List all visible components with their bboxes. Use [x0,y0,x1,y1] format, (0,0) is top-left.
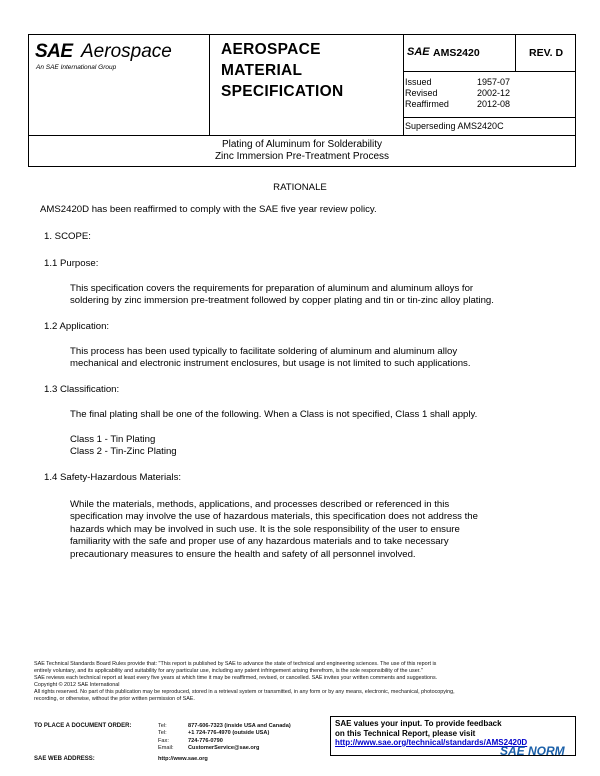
tel-label: Tel: [158,730,167,737]
fax-label: Fax: [158,737,169,744]
safety-text [70,499,478,561]
email-link[interactable]: CustomerService@sae.org [188,745,260,752]
safety-text-line-1: While the materials, methods, applications, and processes described or referenced in this [70,499,450,510]
legal-line-1: SAE Technical Standards Board Rules provide that: "This report is published by SAE to advance the state of technical and engineering sciences. The use of this report is [34,661,437,667]
header-table [28,34,576,136]
reaffirmed-label: Reaffirmed [405,99,449,109]
purpose-text-line-1: This specification covers the requirements for preparation of aluminum and aluminum alloys for [70,283,474,294]
application-heading: 1.2 Application: [44,321,110,332]
feedback-line-2: on this Technical Report, please visit [335,728,476,738]
title-line-3: SPECIFICATION [221,83,344,100]
document-title-box [28,135,576,167]
classification-heading: 1.3 Classification: [44,384,120,395]
application-text-line-2: mechanical and electronic instrument enclosures, but usage is not limited to such applications. [70,358,471,370]
safety-text-line-2: specification may involve the use of hazardous materials, this specification does not address the [70,511,478,523]
rights-line-2: recording, or otherwise, without the prior written permission of SAE. [34,696,195,702]
revised-label: Revised [405,88,438,98]
legal-line-2: entirely voluntary, and its applicability and suitability for any particular use, including any patent infringement arising therefrom, is the sole responsibility of the user." [34,668,423,674]
class-list [70,434,177,459]
issued-row [405,77,510,88]
revision-label: REV. D [529,47,564,59]
purpose-text-line-2: soldering by zinc immersion pre-treatment followed by copper plating and tin or tin-zinc alloy plating. [70,295,494,307]
web-link[interactable]: http://www.sae.org [158,756,208,762]
doc-number-box [403,35,516,71]
tel-label: Tel: [158,723,167,729]
revised-row [405,88,510,99]
rationale-text: AMS2420D has been reaffirmed to comply with the SAE five year review policy. [40,204,377,215]
date-list [405,77,510,110]
tel-value: +1 724-776-4970 (outside USA) [188,730,270,737]
issued-label: Issued [405,77,432,87]
rationale-heading: RATIONALE [273,182,327,193]
divider [403,117,575,118]
purpose-text [70,283,494,308]
tel-value: 877-606-7323 (inside USA and Canada) [188,723,291,729]
document-info-cell [403,35,575,135]
doc-number: AMS2420 [433,47,480,59]
contact-list [158,723,291,753]
logo-subtitle: An SAE International Group [36,64,117,71]
title-line-2: MATERIAL [221,62,303,79]
document-title-line-2: Zinc Immersion Pre-Treatment Process [214,151,390,162]
class-2: Class 2 - Tin-Zinc Plating [70,446,177,458]
issued-value: 1957-07 [477,77,511,87]
classification-text: The final plating shall be one of the following. When a Class is not specified, Class 1 shall apply. [70,409,478,420]
title-line-1: AEROSPACE [221,41,321,58]
document-type-title [221,39,343,102]
order-label: TO PLACE A DOCUMENT ORDER: [34,723,132,729]
reaffirmed-row [405,99,510,110]
legal-notice [34,661,580,703]
application-text [70,346,471,371]
contact-tel-us [158,723,291,730]
feedback-link[interactable]: http://www.sae.org/technical/standards/AMS2420D [335,738,528,747]
safety-text-line-3: hazards which may be involved in such use. It is the sole responsibility of the user to ensure [70,523,460,535]
application-text-line-1: This process has been used typically to facilitate soldering of aluminum and aluminum alloy [70,346,458,357]
email-label: Email: [158,745,174,752]
document-title-line-1: Plating of Aluminum for Solderability [221,139,383,150]
rights-line-1: All rights reserved. No part of this publication may be reproduced, stored in a retrieval system or transmitted, in any form or by any means, electronic, mechanical, photocopying, [34,689,455,695]
superseding-text: Superseding AMS2420C [405,121,504,131]
doc-number-row [403,35,575,72]
safety-heading: 1.4 Safety-Hazardous Materials: [44,472,182,483]
scope-heading: 1. SCOPE: [44,231,91,242]
copyright-line: Copyright © 2012 SAE International [34,682,120,688]
sae-logo: SAE [35,41,73,62]
web-label: SAE WEB ADDRESS: [34,756,95,762]
reaffirmed-value: 2012-08 [477,99,511,109]
fax-value: 724-776-0790 [188,737,223,744]
contact-fax [158,738,291,745]
safety-text-line-4: familiarity with the safe and proper use of any hazardous materials and to take necessary [70,536,449,548]
safety-text-line-5: precautionary measures to ensure the health and safety of all personnel involved. [70,548,416,560]
purpose-heading: 1.1 Purpose: [44,258,99,269]
class-1: Class 1 - Tin Plating [70,434,156,445]
aerospace-logo-text: Aerospace [81,41,172,62]
title-cell [209,35,404,135]
contact-email [158,745,291,752]
sae-norm-watermark: SAE NORM [500,744,565,758]
logo-cell [29,35,210,135]
legal-line-3: SAE reviews each technical report at least every five years at which time it may be reaffirmed, revised, or cancelled. SAE invites your written comments and suggestions. [34,675,438,681]
feedback-line-1: SAE values your input. To provide feedback [335,719,502,728]
sae-mini-logo: SAE [407,46,430,58]
contact-tel-intl [158,730,291,737]
revised-value: 2002-12 [477,88,511,98]
